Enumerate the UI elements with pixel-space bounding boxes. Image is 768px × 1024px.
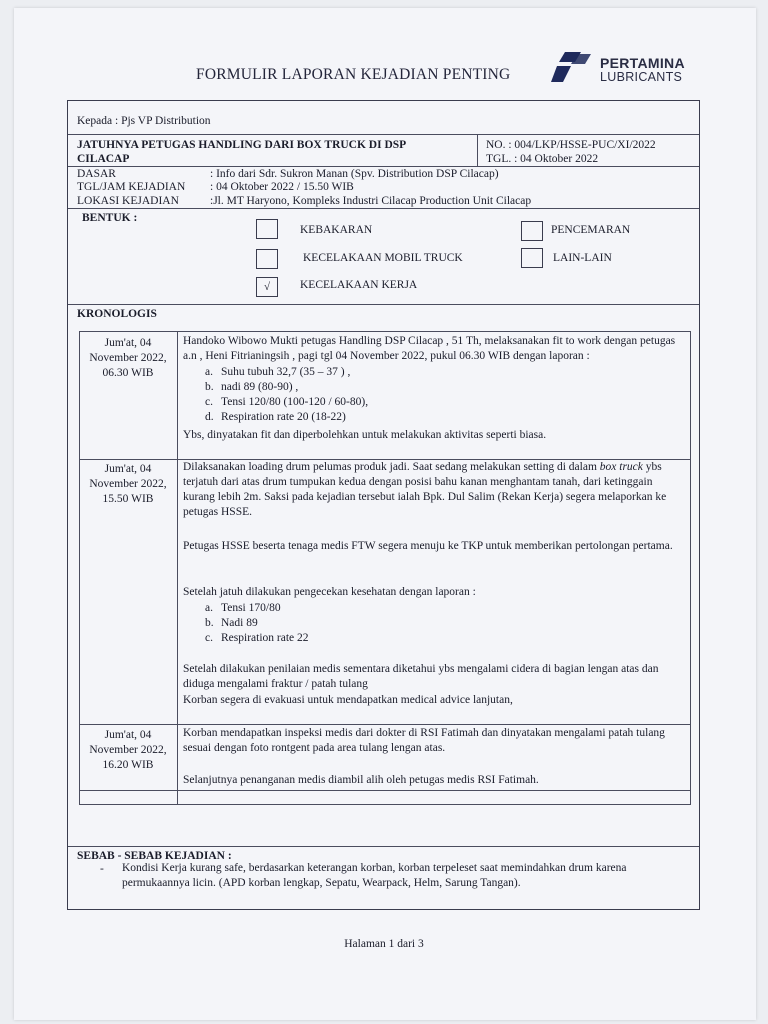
divider: [68, 846, 699, 847]
row-date-time: 16.20 WIB: [102, 759, 154, 771]
checkbox-kecelakaan-mobil-truck[interactable]: [256, 249, 278, 269]
pertamina-logo-icon: [551, 50, 593, 84]
tgljam-label: TGL/JAM KEJADIAN: [77, 181, 186, 193]
judul-line-2: CILACAP: [77, 153, 130, 165]
list-marker: c.: [205, 632, 213, 644]
list-item: [183, 365, 685, 380]
option-kecelakaan-kerja: KECELAKAAN KERJA: [300, 279, 418, 291]
row-paragraph: Korban segera di evakuasi untuk mendapatkan medical advice lanjutan,: [183, 694, 513, 706]
tanggal-surat: TGL. : 04 Oktober 2022: [486, 153, 599, 165]
option-pencemaran: PENCEMARAN: [551, 224, 631, 236]
list-item: [183, 601, 685, 616]
list-item: [183, 395, 685, 410]
row-date-day: Jum'at, 04: [104, 729, 152, 741]
row-paragraph: Selanjutnya penanganan medis diambil alih oleh petugas medis RSI Fatimah.: [183, 774, 539, 786]
paragraph-text: ybs terjatuh dari atas drum tumpukan kedua dengan posisi bahu kanan menghantam tanah, dari ketinggain kurang lebih 2m. Saksi pada kejadian tersebut ialah Bpk. Dul Salim (Rekan Kerja) segera melaporkan ke petugas HSSE.: [183, 461, 667, 518]
list-marker: b.: [205, 617, 214, 629]
row-paragraph: Petugas HSSE beserta tenaga medis FTW segera menuju ke TKP untuk memberikan pertolongan pertama.: [183, 540, 673, 552]
list-marker: a.: [205, 602, 213, 614]
row-date-month: November 2022,: [89, 478, 167, 490]
list-item: [183, 410, 685, 425]
row-paragraph: [183, 460, 685, 520]
tgljam-value: : 04 Oktober 2022 / 15.50 WIB: [210, 181, 354, 193]
row-paragraph: Korban mendapatkan inspeksi medis dari dokter di RSI Fatimah dan dinyatakan mengalami patah tulang sesuai dengan foto rontgent pada area tulang lengan atas.: [183, 727, 665, 754]
italic-term: box: [599, 461, 617, 473]
table-column-divider: [177, 331, 178, 805]
sebab-bullet: -: [100, 863, 104, 875]
judul-line-1: JATUHNYA PETUGAS HANDLING DARI BOX TRUCK DI DSP: [77, 139, 407, 151]
vital-signs-list: [183, 365, 685, 425]
row-paragraph: Setelah jatuh dilakukan pengecekan kesehatan dengan laporan :: [183, 586, 476, 598]
lokasi-value: :Jl. MT Haryono, Kompleks Industri Cilacap Production Unit Cilacap: [210, 195, 532, 207]
list-marker: b.: [205, 381, 214, 393]
table-row-divider: [79, 724, 691, 725]
kronologis-label: KRONOLOGIS: [77, 308, 157, 320]
list-text: Tensi 170/80: [221, 602, 281, 614]
divider: [68, 304, 699, 305]
nomor-surat: NO. : 004/LKP/HSSE-PUC/XI/2022: [486, 139, 656, 151]
dasar-label: DASAR: [77, 168, 116, 180]
logo-name: PERTAMINA: [600, 55, 685, 71]
list-text: Suhu tubuh 32,7 (35 – 37 ) ,: [221, 366, 351, 378]
list-item: [183, 616, 685, 631]
row-date-month: November 2022,: [89, 352, 167, 364]
option-kecelakaan-mobil-truck: KECELAKAAN MOBIL TRUCK: [303, 252, 463, 264]
checkbox-lain-lain[interactable]: [521, 248, 543, 268]
row-date-time: 15.50 WIB: [102, 493, 154, 505]
option-lain-lain: LAIN-LAIN: [553, 252, 612, 264]
row-date-day: Jum'at, 04: [104, 337, 152, 349]
list-marker: a.: [205, 366, 213, 378]
list-text: nadi 89 (80-90) ,: [221, 381, 299, 393]
list-item: [183, 380, 685, 395]
list-text: Tensi 120/80 (100-120 / 60-80),: [221, 396, 369, 408]
list-text: Respiration rate 20 (18-22): [221, 411, 346, 423]
row-paragraph: Handoko Wibowo Mukti petugas Handling DSP Cilacap , 51 Th, melaksanakan fit to work dengan petugas a.n , Heni Fitrianingsih , pagi tgl 04 November 2022, pukul 06.30 WIB dengan laporan :: [183, 335, 676, 362]
dasar-value: : Info dari Sdr. Sukron Manan (Spv. Distribution DSP Cilacap): [210, 168, 499, 180]
list-marker: d.: [205, 411, 214, 423]
checkbox-pencemaran[interactable]: [521, 221, 543, 241]
row-paragraph: Setelah dilakukan penilaian medis sementara diketahui ybs mengalami cidera di bagian lengan atas dan diduga mengalami fraktur / patah tulang: [183, 663, 659, 690]
option-kebakaran: KEBAKARAN: [300, 224, 373, 236]
form-title: FORMULIR LAPORAN KEJADIAN PENTING: [196, 66, 511, 83]
list-text: Respiration rate 22: [221, 632, 309, 644]
table-row-divider: [79, 790, 691, 791]
page-number: Halaman 1 dari 3: [344, 938, 424, 950]
logo-wordmark: [600, 56, 685, 84]
italic-term: truck: [619, 461, 643, 473]
row-paragraph: Ybs, dinyatakan fit dan diperbolehkan untuk melakukan aktivitas seperti biasa.: [183, 429, 547, 441]
row-date-month: November 2022,: [89, 744, 167, 756]
list-text: Nadi 89: [221, 617, 258, 629]
row-date-time: 06.30 WIB: [102, 367, 154, 379]
bentuk-label: BENTUK :: [82, 212, 138, 224]
divider: [477, 134, 478, 166]
lokasi-label: LOKASI KEJADIAN: [77, 195, 179, 207]
list-marker: c.: [205, 396, 213, 408]
checkbox-kebakaran[interactable]: [256, 219, 278, 239]
kepada-text: Kepada : Pjs VP Distribution: [77, 115, 211, 127]
row-date-day: Jum'at, 04: [104, 463, 152, 475]
sebab-text: Kondisi Kerja kurang safe, berdasarkan keterangan korban, korban terpeleset saat memindahkan drum karena permukaannya licin. (APD korban lengkap, Sepatu, Wearpack, Helm, Sarung Tangan).: [122, 862, 627, 889]
sebab-label: SEBAB - SEBAB KEJADIAN :: [77, 850, 232, 862]
divider: [68, 134, 699, 135]
paragraph-text: Dilaksanakan loading drum pelumas produk jadi. Saat sedang melakukan setting di dalam: [183, 461, 597, 473]
logo-sub: LUBRICANTS: [600, 69, 683, 84]
list-item: [183, 631, 685, 646]
vital-signs-list: [183, 601, 685, 646]
checkbox-kecelakaan-kerja[interactable]: √: [256, 277, 278, 297]
divider: [68, 208, 699, 209]
